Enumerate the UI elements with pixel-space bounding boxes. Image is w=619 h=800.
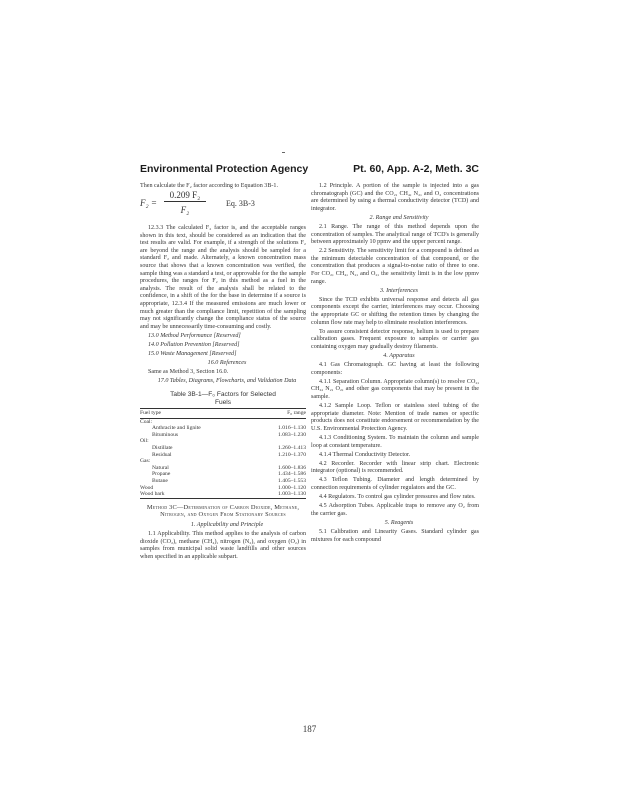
table-title-line-1: Table 3B-1—F₀ Factors for Selected [170,390,276,398]
paragraph-4-1-1: 4.1.1 Separation Column. Appropriate column(s) to resolve CO₂, CH₄, N₂, O₂, and other gas components that may be present in the sample. [311,378,479,400]
table-row [140,438,306,445]
paragraph-4-1-3: 4.1.3 Conditioning System. To maintain the column and sample loop at constant temperature. [311,434,479,449]
fo-range-cell: 1.016–1.130 [278,425,306,432]
running-header-agency: Environmental Protection Agency [140,163,309,175]
equation-3b-3 [140,192,306,222]
paragraph-4-1: 4.1 Gas Chromatograph. GC having at least the following components: [311,362,479,376]
table-row [140,445,306,452]
table-row [140,465,306,472]
fo-range-cell: 1.210–1.370 [278,451,306,458]
paragraph-12-3: 12.3.3 The calculated F₂ factor is, and the acceptable ranges shown in this text, should be considered as an indication that the test results are valid. For example, if a strength of the solutions F₂ are beyond the range and the analysis should be sampled for a standard F₂ and made. Alternately, a known concentration mass source that shows that a known concentration was verified, the sample thing was a standard a test, or approvable for the the sample procedures, the ranges for F₂ in this method as a fuel in the analysis. The result of the analysis shall be related to the confidence, in a shift of the for the base in determine if a source is appropriate, 12.3.4 If the measured emissions are much lower or much greater than the compliance limit, repetition of the sampling may not significantly change the compliance status of the source and may be unnecessarily time-consuming and costly. [140,225,306,330]
section-2-heading: 2. Range and Sensitivity [369,214,429,221]
equation-denominator: F₂ [180,205,190,216]
paragraph-4-1-4: 4.1.4 Thermal Conductivity Detector. [319,451,411,458]
fo-factors-table [140,408,306,499]
section-17-heading: 17.0 Tables, Diagrams, Flowcharts, and Validation Data [157,378,297,385]
fo-range-cell: 1.405–1.553 [278,477,306,484]
section-16-text: Same as Method 3, Section 16.0. [148,369,229,376]
table-row [140,452,306,459]
section-5-heading: 5. Reagents [384,519,414,526]
fuel-type-cell: Coal: [140,418,153,425]
table-row [140,432,306,439]
equation-numerator: 0.209 F₂ [164,192,206,202]
paragraph-4-1-2: 4.1.2 Sample Loop. Teflon or stainless steel tubing of the appropriate diameter. Note: Mention of trade names or specific products does not constitute endorsement or recommendation by the U.S. Environmental Protection Agency. [311,403,479,432]
section-13-heading: 13.0 Method Performance [Reserved] [148,332,241,339]
table-title-line-2: Fuels [214,398,232,406]
equation-lhs: F₂ = [140,198,157,209]
right-column [311,183,479,546]
running-header-citation: Pt. 60, App. A-2, Meth. 3C [353,163,479,175]
table-row [140,478,306,485]
fuel-type-cell: Propane [152,471,171,478]
paragraph-4-3: 4.3 Teflon Tubing. Diameter and length determined by connection requirements of cylinder regulators and the GC. [311,477,479,491]
section-16-heading: 16.0 References [207,360,247,367]
table-3b-1-title [140,391,306,407]
equation-reference: Eq. 3B-3 [226,199,255,209]
fuel-type-cell: Wood [140,484,154,491]
fuel-type-cell: Butane [152,477,168,484]
paragraph-3: Since the TCD exhibits universal response and detects all gas components except the carrier, interferences may occur. Choosing the appropriate GC or shifting the retention times by changing the column flow rate may help to eliminate resolution interferences. [311,296,479,326]
fo-range-cell [254,438,306,445]
fuel-type-cell: Anthracite and lignite [152,425,201,432]
section-14-heading: 14.0 Pollution Prevention [Reserved] [148,342,240,348]
fuel-type-cell: Natural [152,464,169,471]
paragraph-2-2: 2.2 Sensitivity. The sensitivity limit for a compound is defined as the minimum detectable concentration of that compound, or the concentration that produces a signal-to-noise ratio of three to one. For CO₂, CH₄, N₂, and O₂, the sensitivity limit is in the low ppmv range. [311,248,479,285]
section-15-heading: 15.0 Waste Management [Reserved] [148,351,237,358]
fuel-type-cell: Distillate [152,444,173,451]
section-4-heading: 4. Apparatus [383,352,415,359]
fuel-type-cell: Wood bark [140,491,254,498]
table-row [140,425,306,432]
column-header-fuel: Fuel type [140,408,254,418]
column-header-range: F₀ range [254,408,306,418]
paragraph-4-5: 4.5 Adsorption Tubes. Applicable traps to remove any O₂ from the carrier gas. [311,503,479,517]
table-row [140,491,306,498]
section-3-heading: 3. Interferences [379,287,418,294]
table-row [140,485,306,492]
fuel-type-cell: Oil: [140,438,149,445]
table-body [140,418,306,498]
table-row [140,458,306,465]
method-3c-title: Method 3C—Determination of Carbon Dioxide, Methane, Nitrogen, and Oxygen From Stationary Sources [146,503,300,519]
fo-range-cell [254,458,306,465]
paragraph-3b: To assure consistent detector response, helium is used to prepare calibration gases. Frequent exposure to samples or carrier gas containing oxygen may gradually destroy filaments. [311,328,479,350]
fuel-type-cell: Residual [152,451,172,458]
fuel-type-cell: Gas: [140,458,151,465]
fo-range-cell: 1.260–1.413 [278,444,306,451]
section-1-heading: 1. Applicability and Principle [190,521,264,528]
paragraph-4-4: 4.4 Regulators. To control gas cylinder pressures and flow rates. [319,494,476,501]
fo-range-cell: 1.000–1.120 [278,484,306,491]
fo-range-cell [254,418,306,425]
table-row [140,418,306,425]
fo-range-cell: 1.434–1.586 [278,471,306,478]
scan-mark [282,152,285,153]
fo-range-cell: 1.083–1.230 [278,431,306,438]
left-column [140,183,306,563]
table-header-row [140,408,306,418]
page-number: 187 [302,724,317,734]
paragraph-1-1: 1.1 Applicability. This method applies to the analysis of carbon dioxide (CO₂), methane (CH₄), nitrogen (N₂), and oxygen (O₂) in samples from municipal solid waste landfills and other sources when specified in an applicable subpart. [140,530,306,560]
paragraph-4-2: 4.2 Recorder. Recorder with linear strip chart. Electronic integrator (optional) is recommended. [311,460,479,475]
fo-range-cell: 1.003–1.130 [254,491,306,498]
paragraph-2-1: 2.1 Range. The range of this method depends upon the concentration of samples. The analytical range of TCD's is generally between approximately 10 ppmv and the upper percent range. [311,223,479,246]
table-row [140,471,306,478]
fuel-type-cell: Bituminous [152,431,179,438]
fo-range-cell: 1.600–1.836 [278,464,306,471]
paragraph-1-2: 1.2 Principle. A portion of the sample is injected into a gas chromatograph (GC) and the CO₂, CH₄, N₂, and O₂ concentrations are determined by using a thermal conductivity detector (TCD) and integrator. [311,183,479,212]
paragraph-5-1: 5.1 Calibration and Linearity Gases. Standard cylinder gas mixtures for each compound [311,528,479,543]
intro-paragraph: Then calculate the F₂ factor according to Equation 3B-1. [140,183,278,189]
